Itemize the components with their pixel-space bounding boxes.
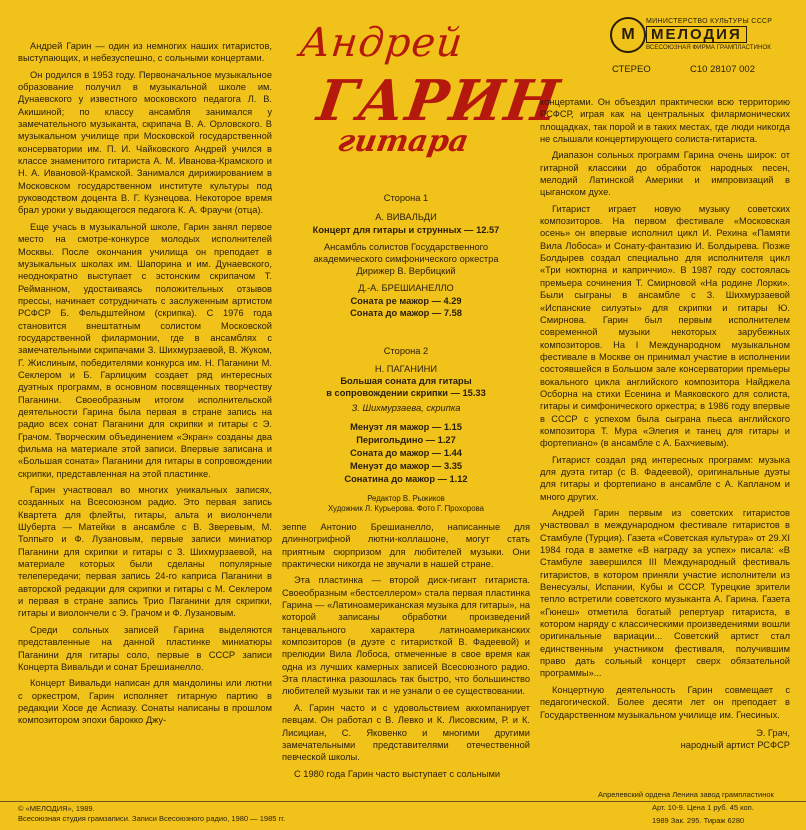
work-grand-sonata: Большая соната для гитары (340, 376, 472, 386)
work-vivaldi-concerto: Концерт для гитары и струнных — 12.57 (312, 225, 500, 235)
composer-vivaldi: А. ВИВАЛЬДИ (375, 212, 437, 222)
performer-line: академического симфонического оркестра (313, 254, 499, 264)
performer-line: Ансамбль солистов Государственного (323, 242, 489, 252)
side-2-heading: Сторона 2 (383, 346, 429, 356)
paragraph: Гарин участвовал во многих уникальных записях, созданных на Всесоюзном радио. Это первая запись Квартета для флейты, гитары, альта и виолончели Шуберта — Матейки в ансамбле с В. Зверевым, М. Толпыго и Ф. Лузановым, первые записи миниатюр Паганини для скрипки и гитары с З. Шихмурзаевой, на материале которых были сделаны популярные телепередачи; первая запись 24-го каприса Паганини в авторской редакции для скрипки и гитары с М. Секлером и первая в стране запись Трио Паганини для скрипки, гитары и виолончели с Э. Грачом и Ф. Лузановым. (18, 485, 272, 619)
melodiya-logo (610, 14, 792, 70)
paragraph: Концертную деятельность Гарин совмещает с педагогической. Более десяти лет он преподает в Государственном музыкальном училище им. Гнесиных. (540, 684, 790, 720)
company-text: ВСЕСОЮЗНАЯ ФИРМА ГРАМПЛАСТИНОК (646, 44, 771, 51)
paragraph: Андрей Гарин первым из советских гитаристов участвовал в международном фестивале гитаристов в Стамбуле (Турция). Газета «Советская культура» от 29.XI 1984 года в заметке «В награду за успех» писала: «В Стамбуле завершился III Международный фестиваль гитаристов, в котором приняли участие исполнители из Венесуэлы, Испании, Кубы и СССР. Турецкие зрители тепло встретили советского музыканта А. Гарина. Газета «Гюнеш» отметила богатый репертуар гитариста, в котором наряду с классическими произведениями вошли оригинальные вариации... Советский артист стал единственным участником фестиваля, получившим право дать сольный концерт сверх обязательной программы»... (540, 508, 790, 679)
paragraph: Концерт Вивальди написан для мандолины или лютни с оркестром, Гарин исполняет гитарную партию в редакции Хосе де Аспиазу. Сонаты написаны в прошлом композитором эпохи барокко Джу- (18, 678, 272, 726)
stereo-label: СТЕРЕО (612, 64, 651, 75)
work-sonata-d: Соната ре мажор — 4.29 (350, 296, 462, 306)
price-info: Арт. 10-9. Цена 1 руб. 45 коп. (652, 803, 754, 812)
signature-title: народный артист РСФСР (680, 740, 790, 751)
work-sonata: Соната до мажор — 1.44 (350, 448, 462, 458)
paragraph: Он родился в 1953 году. Первоначальное музыкальное образование получил в музыкальной школе им. Дунаевского у известного московского педагога Л. В. Акишиной; по классу ансамбля занимался у замечательного музыканта, скрипача В. А. Орловского. В музыкальном училище при Московской государственной консерватории им. П. И. Чайковского Андрей учился в классе знаменитого гитариста А. М. Иванова-Крамского и Н. А. Ивановой-Крамской. Занимался дирижированием в Московском государственном институте культуры под руководством доцента В. Г. Кузнецова. Некоторое время брал уроки у выдающегося педагога К. А. Фраучи (отца). (18, 69, 272, 216)
work-sonatina: Сонатина до мажор — 1.12 (344, 474, 468, 484)
credits: Художник Л. Курьерова. Фото Г. Прохорова (328, 504, 484, 513)
melodiya-logo-icon: М (610, 17, 646, 53)
paragraph: Гитарист играет новую музыку советских композиторов. На первом фестивале «Московская осень» он впервые исполнил цикл И. Рехина «Памяти Вила Лобоса» и Сонату-фантазию И. Болдырева. Позже Болдырев создал специально для исполнителя цикл «Три ноктюрна и каприччио». В 1987 году состоялась премьера сочинения Т. Смирновой «На родине Лорки». Были сыграны в ансамбле с З. Шихмурзаевой «Испанские силуэты» для скрипки и гитары Ю. Смирнова. Гарин был первым исполнителем современной музыки некоторых зарубежных композиторов. На I Международном музыкальном фестивале в Москве он принимал участие в исполнении состоявшейся в Большом зале консерватории премьеры вокального цикла английского композитора Найджела Осборна на стихи Есенина и Маяковского для солиста, гитары и симфонического оркестра; в 1986 году впервые в СССР с успехом была сыграна пьеса английского композитора Т. Мура «Элегия и танец для гитары и фортепиано» (в ансамбле с А. Бахчиевым). (540, 203, 790, 449)
paragraph: Среди сольных записей Гарина выделяются представленные на данной пластинке миниатюры Паганини для гитары соло, первые в СССР записи Концерта Вивальди и сонат Брешианелло. (18, 624, 272, 672)
plant-name: Апрелевский ордена Ленина завод грампластинок (598, 790, 774, 799)
instrument-title: гитара (334, 124, 472, 159)
copyright: © «МЕЛОДИЯ», 1989. (18, 804, 95, 813)
work-minuet: Менуэт ля мажор — 1.15 (350, 422, 462, 432)
paragraph: А. Гарин часто и с удовольствием аккомпанирует певцам. Он работал с В. Левко и К. Лисовским, Р. и К. Лисициан, С. Яковенко и многими другими замечательными представителями отечественной певческой школы. (282, 702, 530, 763)
conductor-line: Дирижер В. Вербицкий (356, 266, 456, 276)
paragraph: Еще учась в музыкальной школе, Гарин занял первое место на смотре-конкурсе молодых исполнителей Москвы. После окончания училища он преподает в музыкальных школах им. Шапорина и им. Дунаевского, неоднократно выступает с эстонским скрипачом Т. Рейманном, удостаиваясь положительных отзывов прессы, начинает сотрудничать с заслуженным артистом РСФСР Б. Фельдштейном (скрипка). С 1976 года становится внештатным солистом Московской государственной филармонии, где в ансамблях с замечательными скрипачами З. Шихмурзаевой, В. Жуком, Г. Жислиным, победителями конкурса им. Н. Паганини М. Секлером и Б. Гарлицким создает ряд интересных дуэтных программ, в основном посвященных творчеству Паганини. Своеобразным итогом исполнительской деятельности Гарина была первая в стране запись на радио всех сонат Паганини для скрипки и гитары с Э. Грачом. Творческим объединением «Экран» созданы два фильма на материале этой записи. Впервые записана и «Большая соната» Паганини для гитары в сопровождении скрипки, представленная на этой пластинке. (18, 221, 272, 479)
catalog-number: С10 28107 002 (690, 64, 755, 75)
right-column (540, 96, 790, 756)
side-1-heading: Сторона 1 (383, 193, 429, 203)
paragraph: Андрей Гарин — один из немногих наших гитаристов, выступающих, и небезуспешно, с сольными концертами. (18, 41, 272, 64)
order-info: 1989 Зак. 295. Тираж 6280 (652, 816, 745, 825)
composer-brescianello: Д.-А. БРЕШИАНЕЛЛО (358, 283, 454, 293)
footer-divider (0, 801, 806, 802)
middle-column (282, 521, 530, 784)
paragraph: Гитарист создал ряд интересных программ: музыка для дуэта гитар (с В. Фадеевой), оригинальные дуэты для гитары и фортепиано в ансамбле с А. Капланом и много других. (540, 454, 790, 502)
composer-paganini: Н. ПАГАНИНИ (374, 364, 438, 374)
performer-violin: З. Шихмурзаева, скрипка (351, 403, 461, 413)
studio-credit: Всесоюзная студия грамзаписи. Записи Всесоюзного радио, 1980 — 1985 гг. (18, 814, 286, 823)
paragraph: С 1980 года Гарин часто выступает с сольными (294, 768, 501, 779)
left-column (18, 40, 272, 731)
credits: Редактор В. Рыжиков (367, 494, 445, 503)
paragraph: Эта пластинка — второй диск-гигант гитариста. Своеобразным «бестселлером» стала первая пластинка Гарина — «Латиноамериканская музыка для гитары», на которой записаны обработки произведений танцевального характера латиноамериканских композиторов (в дуэте с гитаристкой В. Фадеевой) и прелюдии Вила Лобоса, отмеченные в свое время как одна из лучших камерных записей Всесоюзного радио. Эта пластинка разошлась так быстро, что большинство любителей музыки так и не узнали о ее существовании. (282, 575, 530, 697)
paragraph: концертами. Он объездил практически всю территорию РСФСР, играя как на центральных филармонических площадках, так порой и в таких местах, где люди никогда не слышали концертирующего солиста-гитариста. (540, 97, 790, 145)
artist-first-name: Андрей (297, 20, 466, 66)
work-grand-sonata: в сопровождении скрипки — 15.33 (326, 388, 486, 398)
work-minuet: Менуэт до мажор — 3.35 (349, 461, 463, 471)
signature-name: Э. Грач, (756, 727, 790, 738)
paragraph: Диапазон сольных программ Гарина очень широк: от гитарной классики до обработок народных песен, мелодий Латинской Америки и импровизаций в цыганском духе. (540, 150, 790, 198)
brand-name: МЕЛОДИЯ (646, 26, 747, 43)
ministry-text: МИНИСТЕРСТВО КУЛЬТУРЫ СССР (646, 18, 773, 25)
paragraph: зеппе Антонио Брешианелло, написанные для длинногрифной лютни-коллашоне, могут стать приятным сюрпризом для любителей музыки. Они практически никогда не звучали в нашей стране. (282, 522, 530, 570)
work-sonata-c: Соната до мажор — 7.58 (350, 308, 462, 318)
work-perigoldino: Перигольдино — 1.27 (356, 435, 456, 445)
artist-last-name: ГАРИН (313, 68, 565, 134)
